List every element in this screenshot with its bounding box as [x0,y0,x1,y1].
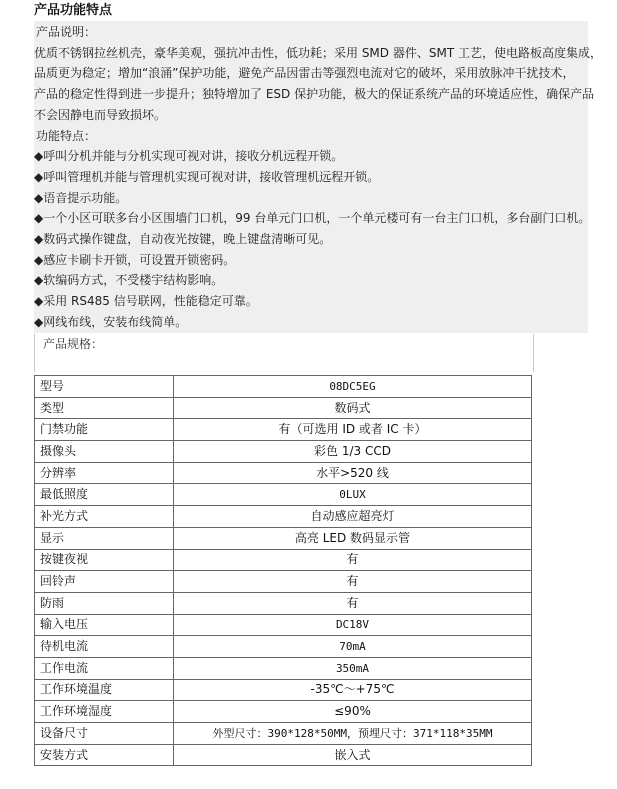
table-row [35,506,532,528]
spec-key: 回铃声 [35,571,174,593]
table-row [35,376,532,398]
spec-key: 分辨率 [35,462,174,484]
spec-key: 安装方式 [35,744,174,766]
feature-item: ◆数码式操作键盘，自动夜光按键，晚上键盘清晰可见。 [34,232,332,246]
spec-key: 工作电流 [35,657,174,679]
spec-value: 0LUX [174,484,532,506]
spec-key: 防雨 [35,592,174,614]
feature-item: ◆呼叫管理机并能与管理机实现可视对讲，接收管理机远程开锁。 [34,169,380,184]
spec-key: 工作环境湿度 [35,701,174,723]
spec-table [34,375,532,766]
feature-item: ◆网线布线，安装布线简单。 [34,314,188,329]
spec-value: 彩色 1/3 CCD [174,441,532,463]
table-row [35,484,532,506]
intro-heading: 产品说明： [36,25,97,39]
spec-value: 70mA [174,636,532,658]
table-row [35,462,532,484]
spec-key: 类型 [35,397,174,419]
table-row [35,657,532,679]
spec-value: 高亮 LED 数码显示管 [174,527,532,549]
spec-value: 自动感应超亮灯 [174,506,532,528]
spec-value: 水平>520 线 [174,462,532,484]
table-row [35,549,532,571]
spec-key: 型号 [35,376,174,398]
table-row [35,571,532,593]
intro-paragraph-line: 品质更为稳定；增加“浪涌”保护功能，避免产品因雷击等强烈电流对它的破坏，采用放脉冲干扰技术， [34,66,575,81]
spec-value: 有 [174,571,532,593]
table-row [35,614,532,636]
spec-value: 有 [174,592,532,614]
spec-key: 显示 [35,527,174,549]
spec-value: -35℃～+75℃ [174,679,532,701]
spec-value: ≤90% [174,701,532,723]
spec-value: 08DC5EG [174,376,532,398]
spec-key: 门禁功能 [35,419,174,441]
table-row [35,744,532,766]
table-row [35,441,532,463]
spec-header-box [34,334,534,372]
table-row [35,723,532,745]
table-row [35,701,532,723]
spec-key: 待机电流 [35,636,174,658]
spec-value: 有 [174,549,532,571]
table-row [35,397,532,419]
spec-value: 有（可选用 ID 或者 IC 卡） [174,419,532,441]
spec-key: 摄像头 [35,441,174,463]
feature-item: ◆采用 RS485 信号联网，性能稳定可靠。 [34,294,258,309]
table-row [35,636,532,658]
spec-value: 外型尺寸：390*128*50MM，预埋尺寸：371*118*35MM [174,723,532,745]
spec-title: 产品规格： [43,337,104,351]
spec-key: 工作环境温度 [35,679,174,701]
table-row [35,679,532,701]
feature-item: ◆感应卡刷卡开锁，可设置开锁密码。 [34,252,236,267]
spec-value: 350mA [174,657,532,679]
spec-key: 设备尺寸 [35,723,174,745]
intro-paragraph-line: 优质不锈钢拉丝机壳，豪华美观，强抗冲击性，低功耗；采用 SMD 器件、SMT 工艺，使电路板高度集成， [34,45,602,60]
page-title: 产品功能特点 [34,3,113,18]
spec-value: 嵌入式 [174,744,532,766]
table-row [35,592,532,614]
features-heading: 功能特点： [36,128,97,143]
feature-item: ◆一个小区可联多台小区围墙门口机，99 台单元门口机，一个单元楼可有一台主门口机，多台副门口机。 [34,211,591,226]
intro-section [34,21,602,333]
feature-item: ◆软编码方式，不受楼宇结构影响。 [34,273,224,288]
spec-key: 最低照度 [35,484,174,506]
table-row [35,419,532,441]
spec-key: 输入电压 [35,614,174,636]
intro-paragraph-line: 不会因静电而导致损坏。 [34,107,167,122]
table-row [35,527,532,549]
feature-item: ◆语音提示功能。 [34,190,128,205]
spec-key: 按键夜视 [35,549,174,571]
spec-value: DC18V [174,614,532,636]
spec-key: 补光方式 [35,506,174,528]
feature-item: ◆呼叫分机并能与分机实现可视对讲，接收分机远程开锁。 [34,149,344,164]
spec-value: 数码式 [174,397,532,419]
intro-paragraph-line: 产品的稳定性得到进一步提升；独特增加了 ESD 保护功能，极大的保证系统产品的环境适应性，确保产品 [34,87,595,102]
